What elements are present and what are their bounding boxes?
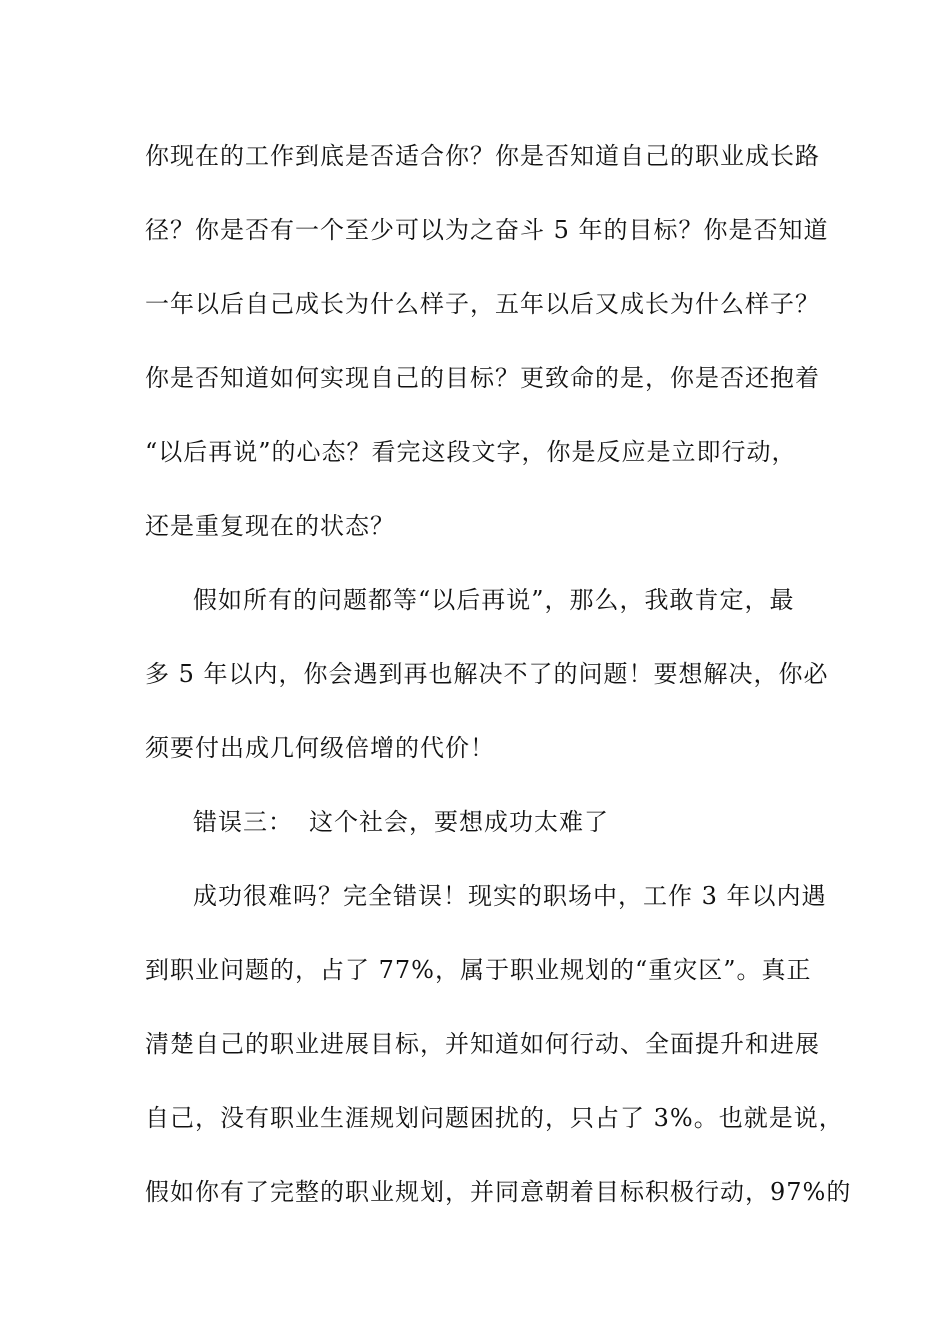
text-line: “以后再说”的心态？看完这段文字，你是反应是立即行动， [145, 438, 797, 466]
text-line: 你是否知道如何实现自己的目标？更致命的是，你是否还抱着 [145, 364, 820, 392]
paragraph-first-line: 假如所有的问题都等“以后再说”，那么，我敢肯定，最 [193, 586, 795, 614]
text-line: 径？你是否有一个至少可以为之奋斗 5 年的目标？你是否知道 [145, 216, 829, 244]
text-line: 一年以后自己成长为什么样子，五年以后又成长为什么样子？ [145, 290, 820, 318]
section-heading-label: 错误三： [193, 808, 293, 836]
text-line: 多 5 年以内，你会遇到再也解决不了的问题！要想解决，你必 [145, 660, 829, 688]
text-line: 你现在的工作到底是否适合你？你是否知道自己的职业成长路 [145, 142, 820, 170]
text-line: 假如你有了完整的职业规划，并同意朝着目标积极行动，97%的 [145, 1178, 852, 1206]
text-line: 还是重复现在的状态？ [145, 512, 395, 540]
section-heading [193, 802, 873, 842]
text-line: 须要付出成几何级倍增的代价！ [145, 734, 495, 762]
text-line: 自己，没有职业生涯规划问题困扰的，只占了 3%。也就是说， [145, 1104, 844, 1132]
text-line: 清楚自己的职业进展目标，并知道如何行动、全面提升和进展 [145, 1030, 820, 1058]
section-heading-text: 这个社会，要想成功太难了 [309, 808, 609, 836]
paragraph-first-line: 成功很难吗？完全错误！现实的职场中，工作 3 年以内遇 [193, 882, 827, 910]
text-line: 到职业问题的，占了 77%，属于职业规划的“重灾区”。真正 [145, 956, 812, 984]
